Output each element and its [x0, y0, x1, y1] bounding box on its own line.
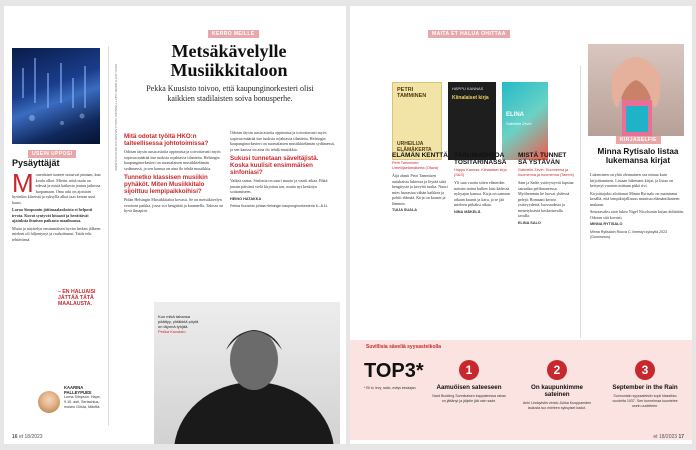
answer-1: Odotan täysin uusia asioita oppimista ja toivottavasti myös sopivaa määrää itse tuoksia rojahtavia tilanteita. Helsingin kaupunginorkesteri on suomalaisen musiikkielämän sydämessä, ja sen kanssa on aina ilo tehdä musiikkia.: [124, 149, 221, 171]
top3-num-1: 1: [459, 360, 479, 380]
column-tag: KIRJASELFIE: [616, 136, 661, 144]
column-title: Minna Rytisalo listaa lukemansa kirjat: [597, 147, 679, 165]
book-review-3: [518, 152, 574, 226]
book-body-2: Yli sata vuotta sitten eläneiden naisten tarina kulkee käsi kädessä nykyajan kanssa. Kirja on samaan aikaan kaunis ja karu, ja se jää mieleen pitkäksi aikaa.: [454, 180, 510, 207]
book-cover-1: [392, 82, 442, 160]
book-meta-2: Happu Kannas: Kiinalaiset kirja (S&S): [454, 168, 507, 177]
photo-caption: Kun mikä tahansa päättyy, yhtäkkiä pöytä on täynnä tyhjää.: [158, 314, 199, 329]
question-1: Mitä odotat työltä HKO:n taiteellisessa johtotoimissa?: [124, 133, 209, 147]
event-info: Pekka Kuusisto johtaa Helsingin kaupunginorkesteria 6.–8.11.: [230, 204, 329, 208]
usbox-body-3: Mutta jo näyttelyn ensimmäisen hyvän hetken jälkeen mieleni oli hiljentynyt ja rauhoittunut. Taide teki tehtävänsä.: [12, 225, 101, 242]
book-body-3: Sam ja Sadie ystävystyvät lapsina sairaalan pelihuoneessa. Myöhemmin he luovat yhdessä pelejä. Romaani kertoo ystävyydestä, luovuudesta ja menetyksestä koskettavalla tavalla.: [518, 180, 574, 218]
author-caption: Lorna Simpson: Hape, 9.10. asti, Serlachius-museo Gösta, Mänttä.: [64, 395, 101, 409]
top3-note: * Eli tv, levy, radio, esitys kesäajan.: [364, 386, 417, 390]
article-col-1: [124, 130, 224, 216]
page-number-left: [12, 434, 43, 440]
top3-item-2: [520, 360, 594, 411]
painting-texture: [12, 48, 100, 144]
article-lede: Pekka Kuusisto toivoo, että kaupunginorkesteri olisi kaikkien stadilaisten soiva bonusperhe.: [146, 84, 314, 103]
interviewer: HEINO HATAKKA: [230, 196, 262, 201]
top3-label: Suvillisia säveliä syysasteikolla: [366, 344, 442, 350]
usbox-body-2: Lorna Simpsonin jättimaalauksista ei helposti irrota. Kuvat syntyvät hitaasti ja herättävät ajatuksia ihmisen paikasta maailmassa.: [12, 207, 93, 223]
portrait-photo: [154, 302, 340, 444]
column-body-3: Seuraavaksi aion lukea Nigel Nicolsonin kirjan äidistään. Odotan sitä kovasti.: [590, 209, 685, 220]
column-divider-right: [580, 66, 581, 338]
left-page: [4, 6, 346, 444]
usbox-quote: – EN HALUAISI JÄTTÄÄ TÄTÄ MAALAUSTA.: [58, 289, 96, 307]
book-head-1: ELÄMÄN KENTTÄ: [392, 152, 448, 159]
selfie-figure: [588, 44, 684, 136]
book-meta-3: Gabrielle Zevin: Huomenna ja huomenna ja huomenna (Tammi): [518, 168, 574, 177]
top3-item-3: [608, 360, 682, 408]
column-body-1: Lukeminen on yhtä olennainen osa minua kuin kirjoittaminen. Listaan lukemani kirjat, ja listaa on kertynyt vuosien mittaan pitkä rivi.: [590, 172, 673, 188]
book-byline-2: NINA MÄKELÄ: [454, 209, 481, 214]
column-byline: MINNA RYTISALO: [590, 222, 623, 226]
dropcap: M: [12, 168, 34, 198]
page-number: 16: [12, 434, 18, 440]
book-byline-3: ELINA SALO: [518, 220, 541, 225]
column-footer: Minna Rytisalon Rouva C. ilmestyi syksyllä 2023 (Gummerus).: [590, 229, 668, 239]
top3-title-1: Aamuöisen sateeseen: [436, 384, 502, 391]
right-page: [350, 6, 692, 444]
top3-desc-3: Sunnuntain syyssateisiin sopii klassikko vuodelta 1937. Sen tunnelmaa kuuntelee usein uudelleen.: [612, 394, 678, 408]
cover-title-2: Kiinalaiset kirja: [452, 95, 489, 101]
top3-box: [350, 340, 692, 440]
book-head-2: TARUNHOHTOA TOSITARINASSA: [454, 152, 507, 166]
issue-label-right: et 18/2023: [653, 434, 678, 440]
avatar: [38, 391, 60, 413]
book-review-1: [392, 152, 448, 214]
column-text: [590, 172, 686, 243]
article-tag: KERRO MEILLE: [208, 30, 259, 38]
photo-caption-credit: Pekka Kuusisto: [158, 329, 186, 334]
column-divider: [108, 46, 109, 426]
top3-heading: TOP3*: [364, 360, 424, 382]
book-review-2: [454, 152, 512, 215]
question-2: Tunnetko klassisen musiikin pyhäköt. Miten Musiikkitalo sijoittuu lempipaikkoihisi?: [124, 174, 208, 195]
author-name: KAARINA PALLEYPUIDI: [64, 385, 92, 395]
book-byline-1: TUIJA SUALA: [392, 208, 417, 212]
issue-label: et 18/2023: [18, 434, 43, 440]
usbox-title: Pysäyttäjät: [12, 158, 60, 168]
cover-author-3: Gabrielle Zevin: [506, 122, 532, 126]
answer-2: Pidän Helsingin Musiikkitaloa kovasti. Se on metsäkävelyn veroinen paikka, jossa voi hengittää ja kuunnella. Talossa on hyvä ilmapiiri.: [124, 197, 224, 213]
cover-title-3: ELINA: [506, 112, 524, 118]
usbox-text: [12, 168, 102, 244]
column-body-2: Kirjoittajaksi aloittanut Minna Rytisalo on maininnut kesällä, että lempikirjallisuus muuttuu elämäntilanteen mukaan.: [590, 190, 680, 207]
answer-3: Vaikea sanoa. Sinfonia on suuri muoto ja vaatii aikaa. Ehkä jonain päivänä vielä kirjoitan sen, mutta nyt keskityn soittamiseen.: [230, 178, 328, 194]
book-meta-1: Petri Tamminen: Urheilijaelämäkerta (Otava): [392, 161, 439, 170]
page-number-right: [653, 434, 684, 440]
book-cover-2: [448, 82, 496, 160]
top3-item-1: [432, 360, 506, 404]
question-3: Sukusi tunnetaan säveltäjistä. Koska kuulisit ensimmäisen sinfoniasi?: [230, 155, 319, 176]
article-col-2: [230, 130, 336, 212]
painting-image: [12, 48, 100, 144]
book-body-1: Äijä ahmii Petri Tammisen uutukaista lukiessa ja löytää siitä hengitystä ja kevyttä tuulta. Nuori mies harrastaa vähän kaikkea ja pohtii elämää. Kirja on kaunis ja lämmin.: [392, 173, 448, 206]
top3-title-2: On kaupunkimme sateinen: [531, 384, 583, 398]
book-head-3: MISTÄ TUNNET SÄ YSTÄVÄN: [518, 152, 567, 166]
book-cover-3: [502, 82, 548, 160]
top3-num-3: 3: [635, 360, 655, 380]
article-title: Metsäkävelylle Musiikkitaloon: [170, 41, 288, 80]
cover-author-2: HÄPPU KANNAS: [452, 86, 484, 91]
photo-credit-side: KUVA: ANTTI GRÖN / GETTY IMAGES / MILLA-MAARIA SALON KOTIALBUMI: [114, 64, 118, 171]
photo-caption-block: [158, 314, 200, 334]
books-tag: MAITA ET HALUA OHITTAA: [428, 30, 510, 38]
kirjaselfie-photo: [588, 44, 684, 136]
top3-num-2: 2: [547, 360, 567, 380]
usbox-body-1: onenlaiset tunteet nousivat pintaan, kun koulu alkoi. Mietin, mitä uutta on edessä ja mistä kaikesta joutuu jatkossa luopumaan. Oma arki on ajoittain hyvinkin kiireistä ja syksyllä alkoi taas kerran uusi kausi.: [12, 172, 101, 205]
author-block: [64, 385, 106, 409]
top3-title-3: September in the Rain: [612, 384, 678, 391]
usbox-tag: USEIN UPPOSI: [28, 150, 76, 158]
page-number-r: 17: [678, 434, 684, 440]
answer-1-cont: Odotan täysin uusia asioita oppimista ja toivottavasti myös sopivaa määrää itse tuoksia rojahtavia tilanteita. Helsingin kaupunginorkesteri on suomalaisen musiikkielämän sydämessä, ja sen kanssa on aina ilo tehdä musiikkia.: [230, 130, 335, 152]
top3-desc-1: Nard Budding Sonnikaisen kappaleessa rakas on jättänyt ja jäljelle jää vain sade.: [432, 394, 506, 403]
top3-desc-2: Anki Lindqvistin versio Jukka Kuoppamäen laulusta tuo mieleen syksyiset kadut.: [522, 401, 592, 410]
cover-title-1: URHEILIJA ELÄMÄKERTA: [397, 141, 432, 153]
cover-author-1: PETRI TAMMINEN: [397, 87, 427, 99]
